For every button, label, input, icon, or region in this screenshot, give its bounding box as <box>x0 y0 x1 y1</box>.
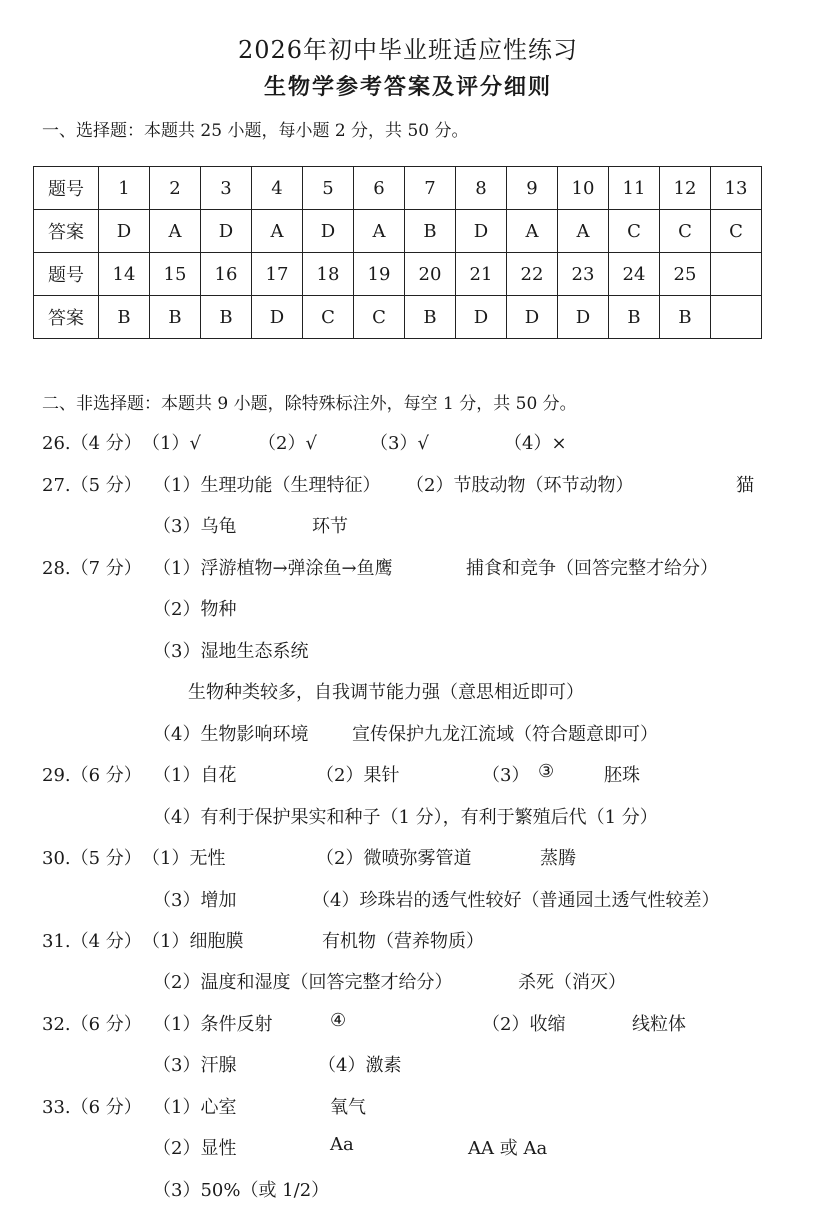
question-32-answer-1: （1）条件反射 <box>153 1014 273 1035</box>
question-33-answer-6: （3）50%（或 1/2） <box>153 1180 330 1201</box>
question-28-answer-1: （1）浮游植物→弹涂鱼→鱼鹰 <box>153 558 393 579</box>
table-cell: C <box>354 296 405 339</box>
question-28-answer-6: （4）生物影响环境 <box>153 724 309 745</box>
question-30-answer-2: （2）微喷弥雾管道 <box>316 848 472 869</box>
question-27-answer-3: 猫 <box>736 475 754 496</box>
question-32-answer-2: ④ <box>330 1010 347 1031</box>
question-27-answer-4: （3）乌龟 <box>153 516 237 537</box>
section-2-heading: 二、非选择题：本题共 9 小题，除特殊标注外，每空 1 分，共 50 分。 <box>42 394 577 414</box>
question-30-answer-3: 蒸腾 <box>540 848 576 869</box>
table-cell: D <box>99 210 150 253</box>
table-cell: C <box>303 296 354 339</box>
question-27-label: 27.（5 分） <box>42 475 142 496</box>
table-cell: B <box>150 296 201 339</box>
question-27-answer-1: （1）生理功能（生理特征） <box>153 475 381 496</box>
question-28-answer-4: （3）湿地生态系统 <box>153 641 309 662</box>
table-row <box>34 296 762 339</box>
question-31-answer-3: （2）温度和湿度（回答完整才给分） <box>153 972 453 993</box>
question-31-label: 31.（4 分） <box>42 931 142 952</box>
question-30-answer-5: （4）珍珠岩的透气性较好（普通园土透气性较差） <box>312 890 720 911</box>
table-cell: B <box>609 296 660 339</box>
row-label: 答案 <box>34 296 99 339</box>
question-26-answer-1: （1）√ <box>142 433 201 454</box>
question-33-answer-2: 氧气 <box>330 1097 366 1118</box>
question-33-label: 33.（6 分） <box>42 1097 142 1118</box>
table-cell: A <box>507 210 558 253</box>
table-cell: A <box>252 210 303 253</box>
question-29-answer-1: （1）自花 <box>153 765 237 786</box>
question-26-label: 26.（4 分） <box>42 433 142 454</box>
row-label: 答案 <box>34 210 99 253</box>
section-1-heading: 一、选择题：本题共 25 小题，每小题 2 分，共 50 分。 <box>42 121 469 141</box>
row-label: 题号 <box>34 253 99 296</box>
question-31-answer-1: （1）细胞膜 <box>142 931 244 952</box>
question-32-label: 32.（6 分） <box>42 1014 142 1035</box>
question-27-answer-5: 环节 <box>312 516 348 537</box>
question-32-answer-4: 线粒体 <box>632 1014 686 1035</box>
question-29-answer-3: （3） <box>482 765 530 786</box>
table-cell: 18 <box>303 253 354 296</box>
table-cell: D <box>201 210 252 253</box>
question-28-answer-5: 生物种类较多，自我调节能力强（意思相近即可） <box>188 682 584 703</box>
table-cell: 25 <box>660 253 711 296</box>
table-cell <box>711 296 762 339</box>
question-32-answer-5: （3）汗腺 <box>153 1055 237 1076</box>
question-31-answer-2: 有机物（营养物质） <box>322 931 484 952</box>
table-cell: 22 <box>507 253 558 296</box>
table-cell: 16 <box>201 253 252 296</box>
question-29-answer-2: （2）果针 <box>316 765 400 786</box>
question-33-answer-3: （2）显性 <box>153 1138 237 1159</box>
table-row <box>34 253 762 296</box>
table-cell <box>711 253 762 296</box>
question-29-answer-6: （4）有利于保护果实和种子（1 分），有利于繁殖后代（1 分） <box>153 807 658 828</box>
table-cell: B <box>201 296 252 339</box>
question-28-answer-3: （2）物种 <box>153 599 237 620</box>
table-cell: D <box>558 296 609 339</box>
question-31-answer-4: 杀死（消灭） <box>518 972 626 993</box>
table-cell: C <box>660 210 711 253</box>
table-cell: B <box>405 296 456 339</box>
table-cell: 6 <box>354 167 405 210</box>
table-cell: 21 <box>456 253 507 296</box>
table-cell: 24 <box>609 253 660 296</box>
document-subtitle: 生物学参考答案及评分细则 <box>263 74 552 100</box>
table-cell: 2 <box>150 167 201 210</box>
table-cell: 9 <box>507 167 558 210</box>
question-28-label: 28.（7 分） <box>42 558 142 579</box>
question-32-answer-6: （4）激素 <box>318 1055 402 1076</box>
table-row <box>34 167 762 210</box>
row-label: 题号 <box>34 167 99 210</box>
table-cell: 5 <box>303 167 354 210</box>
question-33-answer-5: AA 或 Aa <box>468 1138 548 1159</box>
table-cell: A <box>558 210 609 253</box>
question-30-label: 30.（5 分） <box>42 848 142 869</box>
question-28-answer-2: 捕食和竞争（回答完整才给分） <box>466 558 718 579</box>
table-cell: B <box>660 296 711 339</box>
table-cell: 8 <box>456 167 507 210</box>
table-cell: 4 <box>252 167 303 210</box>
question-29-answer-5: 胚珠 <box>604 765 640 786</box>
table-cell: 7 <box>405 167 456 210</box>
table-cell: C <box>609 210 660 253</box>
question-30-answer-1: （1）无性 <box>142 848 226 869</box>
table-cell: D <box>252 296 303 339</box>
question-26-answer-4: （4）× <box>504 433 567 454</box>
question-29-label: 29.（6 分） <box>42 765 142 786</box>
table-cell: 3 <box>201 167 252 210</box>
table-row <box>34 210 762 253</box>
table-cell: D <box>303 210 354 253</box>
question-28-answer-7: 宣传保护九龙江流域（符合题意即可） <box>352 724 658 745</box>
question-29-answer-4: ③ <box>538 761 555 782</box>
table-cell: 11 <box>609 167 660 210</box>
table-cell: D <box>456 296 507 339</box>
table-cell: 1 <box>99 167 150 210</box>
table-cell: 15 <box>150 253 201 296</box>
table-cell: A <box>150 210 201 253</box>
table-cell: 23 <box>558 253 609 296</box>
table-cell: 17 <box>252 253 303 296</box>
table-cell: 20 <box>405 253 456 296</box>
table-cell: 19 <box>354 253 405 296</box>
answer-table <box>33 166 762 339</box>
table-cell: 10 <box>558 167 609 210</box>
table-cell: B <box>99 296 150 339</box>
question-33-answer-1: （1）心室 <box>153 1097 237 1118</box>
table-cell: 14 <box>99 253 150 296</box>
question-32-answer-3: （2）收缩 <box>482 1014 566 1035</box>
question-26-answer-3: （3）√ <box>370 433 429 454</box>
question-27-answer-2: （2）节肢动物（环节动物） <box>406 475 634 496</box>
document-title: 2026年初中毕业班适应性练习 <box>237 36 579 64</box>
question-33-answer-4: Aa <box>330 1134 354 1155</box>
table-cell: 13 <box>711 167 762 210</box>
question-30-answer-4: （3）增加 <box>153 890 237 911</box>
table-cell: D <box>507 296 558 339</box>
question-26-answer-2: （2）√ <box>258 433 317 454</box>
table-cell: 12 <box>660 167 711 210</box>
table-cell: C <box>711 210 762 253</box>
table-cell: D <box>456 210 507 253</box>
table-cell: A <box>354 210 405 253</box>
table-cell: B <box>405 210 456 253</box>
